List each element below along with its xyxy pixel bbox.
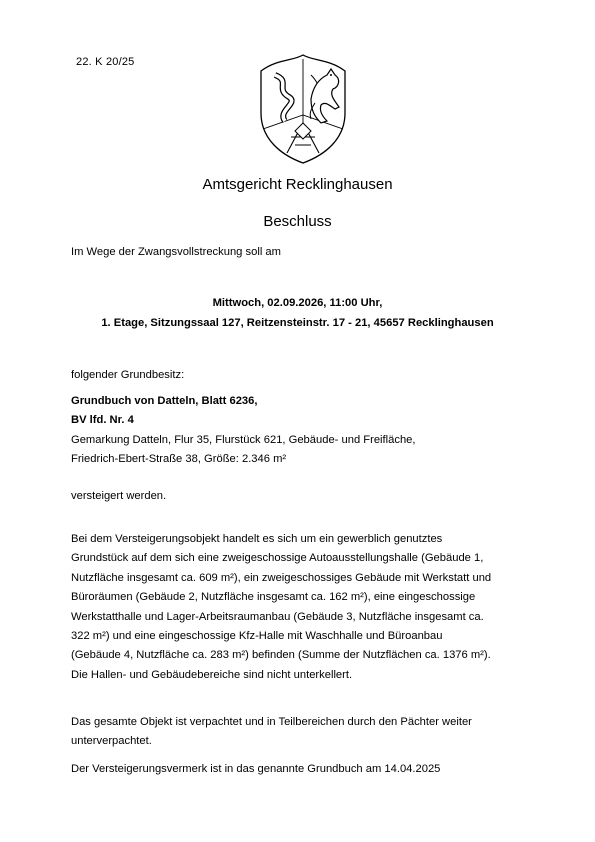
- description-line: Werkstatthalle und Lager-Arbeitsraumanbau (Gebäude 3, Nutzfläche insgesamt ca.: [71, 610, 484, 623]
- register-note: Der Versteigerungsvermerk ist in das genannte Grundbuch am 14.04.2025: [71, 763, 441, 775]
- bv-number-line: BV lfd. Nr. 4: [71, 414, 134, 427]
- court-name: Amtsgericht Recklinghausen: [202, 176, 393, 193]
- appointment-location: 1. Etage, Sitzungssaal 127, Reitzensteinstr. 17 - 21, 45657 Recklinghausen: [101, 316, 494, 329]
- document-title: Beschluss: [263, 213, 332, 230]
- description-line: Grundstück auf dem sich eine zweigeschossige Autoausstellungshalle (Gebäude 1,: [71, 552, 484, 565]
- intro-text: Im Wege der Zwangsvollstreckung soll am: [71, 246, 281, 258]
- property-block: [71, 392, 531, 470]
- state-coat-of-arms-icon: [255, 53, 351, 165]
- object-description: [71, 530, 531, 685]
- description-line: Büroräumen (Gebäude 2, Nutzfläche insgesamt ca. 162 m²), eine eingeschossige: [71, 591, 476, 604]
- description-line: Die Hallen- und Gebäudebereiche sind nicht unterkellert.: [71, 668, 353, 681]
- appointment-date: Mittwoch, 02.09.2026, 11:00 Uhr,: [212, 297, 383, 309]
- description-line: (Gebäude 4, Nutzfläche ca. 283 m²) befinden (Summe der Nutzflächen ca. 1376 m²).: [71, 649, 491, 662]
- parcel-line: Gemarkung Datteln, Flur 35, Flurstück 621, Gebäude- und Freifläche,: [71, 433, 416, 446]
- file-number: 22. K 20/25: [76, 56, 135, 68]
- auction-text: versteigert werden.: [71, 490, 167, 502]
- description-line: Nutzfläche insgesamt ca. 609 m²), ein zweigeschossiges Gebäude mit Werkstatt und: [71, 571, 492, 584]
- appointment-block: [0, 294, 595, 333]
- land-register-line: Grundbuch von Datteln, Blatt 6236,: [71, 395, 258, 407]
- description-line: Bei dem Versteigerungsobjekt handelt es sich um ein gewerblich genutztes: [71, 533, 443, 545]
- property-label: folgender Grundbesitz:: [71, 369, 185, 381]
- lease-line: Das gesamte Objekt ist verpachtet und in Teilbereichen durch den Pächter weiter: [71, 716, 472, 728]
- lease-note: [71, 713, 531, 752]
- description-line: 322 m²) und eine eingeschossige Kfz-Halle mit Waschhalle und Büroanbau: [71, 630, 443, 643]
- lease-line: unterverpachtet.: [71, 735, 152, 748]
- address-line: Friedrich-Ebert-Straße 38, Größe: 2.346 m²: [71, 453, 287, 466]
